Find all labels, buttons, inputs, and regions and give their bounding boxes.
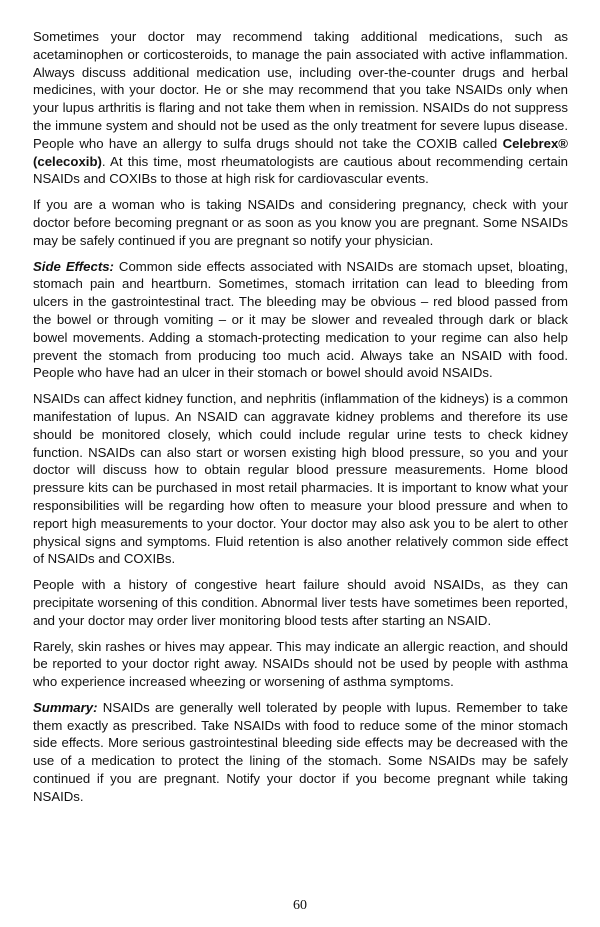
paragraph-kidney-function [33, 390, 568, 568]
drug-name-celebrex: Celebrex® (celecoxib) [33, 135, 568, 169]
document-body [33, 28, 568, 814]
page-number: 60 [293, 898, 307, 913]
paragraph-side-effects [33, 258, 568, 383]
text-run: Sometimes your doctor may recommend taking additional medications, such as acetaminophen or corticosteroids, to manage the pain associated with active inflammation. Always discuss additional medication use, including over-the-counter drugs and herbal medicines, with your doctor. He or she may recommend that you take NSAIDs only when your lupus arthritis is flaring and not take them when in remission. NSAIDs do not suppress the immune system and should not be used as the only treatment for severe lupus disease. People who have an allergy to sulfa drugs should not take the COXIB called [33, 29, 568, 151]
paragraph-skin-rashes [33, 638, 568, 691]
section-lead-side-effects: Side Effects: [33, 258, 114, 274]
paragraph-summary [33, 699, 568, 806]
text-run: If you are a woman who is taking NSAIDs and considering pregnancy, check with your doctor before becoming pregnant or as soon as you know you are pregnant. Some NSAIDs may be safely continued if you are pregnant so notify your physician. [33, 197, 568, 248]
paragraph-other-medications [33, 28, 568, 188]
text-run: People with a history of congestive heart failure should avoid NSAIDs, as they can precipitate worsening of this condition. Abnormal liver tests have sometimes been reported, and your doctor may order liver monitoring blood tests after starting an NSAID. [33, 577, 568, 628]
text-run: Rarely, skin rashes or hives may appear. This may indicate an allergic reaction, and should be reported to your doctor right away. NSAIDs should not be used by people with asthma who experience increased wheezing or worsening of asthma symptoms. [33, 638, 568, 690]
paragraph-pregnancy [33, 196, 568, 249]
text-run: . At this time, most rheumatologists are cautious about recommending certain NSAIDs and COXIBs to those at high risk for cardiovascular events. [33, 153, 568, 187]
section-lead-summary: Summary: [33, 699, 98, 715]
text-run: NSAIDs can affect kidney function, and nephritis (inflammation of the kidneys) is a common manifestation of lupus. An NSAID can aggravate kidney problems and therefore its use should be monitored closely, which could include regular urine tests to check kidney function. NSAIDs can also start or worsen existing high blood pressure, so you and your doctor will discuss how to obtain regular blood pressure measurements. Home blood pressure kits can be purchased in most retail pharmacies. It is important to know what your responsibilities will be regarding how often to measure your blood pressure and when to report high measurements to your doctor. Your doctor may also ask you to be alert to other physical signs and symptoms. Fluid retention is also another relatively common side effect of NSAIDs and COXIBs. [33, 391, 568, 567]
paragraph-heart-failure [33, 576, 568, 629]
text-run: NSAIDs are generally well tolerated by people with lupus. Remember to take them exactly as prescribed. Take NSAIDs with food to reduce some of the minor stomach side effects. More serious gastrointestinal bleeding side effects may be decreased with the use of a medication to protect the lining of the stomach. Some NSAIDs may be safely continued if you are pregnant. Notify your doctor if you become pregnant while taking NSAIDs. [33, 699, 568, 804]
text-run: Common side effects associated with NSAIDs are stomach upset, bloating, stomach pain and heartburn. Sometimes, stomach irritation can lead to bleeding from ulcers in the gastrointestinal tract. The bleeding may be obvious – red blood passed from the bowel or through vomiting – or it may be slower and revealed through dark or black bowel movements. Adding a stomach-protecting medication to your regime can also help prevent the stomach from producing too much acid. Always take an NSAID with food. People who have had an ulcer in their stomach or bowel should avoid NSAIDs. [33, 258, 569, 381]
